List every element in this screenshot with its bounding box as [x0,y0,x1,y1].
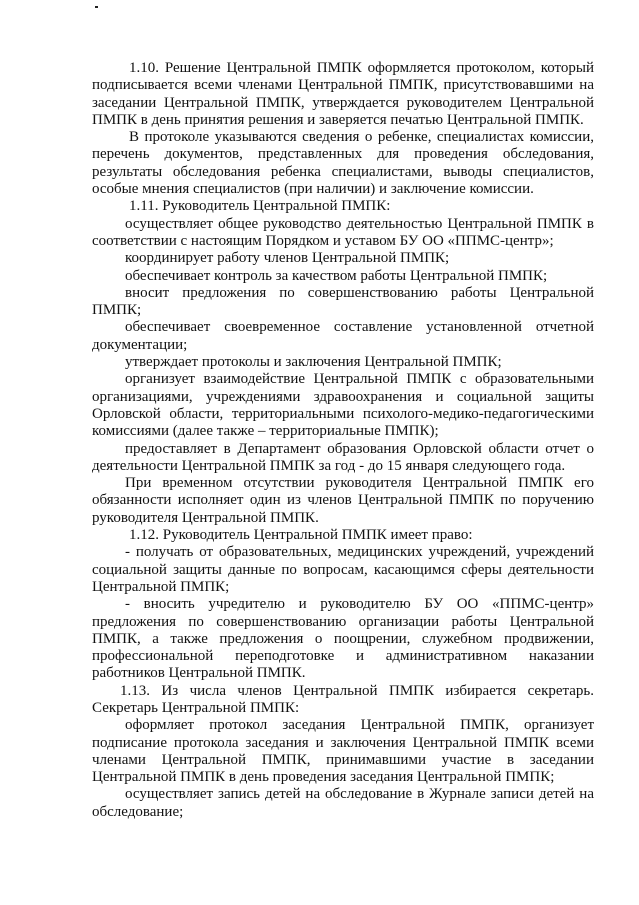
section-heading-1-11: 1.11. Руководитель Центральной ПМПК: [129,198,391,215]
list-item-secretary-registration: осуществляет запись детей на обследование в Журнале записи детей на обследование; [92,786,594,820]
list-item-interaction: организует взаимодействие Центральной ПМПК с образовательными организациями, учреждениями здравоохранения и социальной защиты Орловской области, территориальными психолого-медико-педагогическими комиссиями (далее также – территориальные ПМПК); [92,371,594,440]
paragraph-temporary-absence: При временном отсутствии руководителя Центральной ПМПК его обязанности исполняет один из членов Центральной ПМПК по поручению руководителя Центральной ПМПК. [92,475,594,526]
list-item-general-management: осуществляет общее руководство деятельностью Центральной ПМПК в соответствии с настоящим Порядком и уставом БУ ОО «ППМС-центр»; [92,215,594,249]
list-item-annual-report: предоставляет в Департамент образования Орловской области отчет о деятельности Центральной ПМПК за год - до 15 января следующего года. [92,440,594,474]
scan-speck [95,6,98,8]
list-item-right-receive-data: - получать от образовательных, медицинских учреждений, учреждений социальной защиты данные по вопросам, касающимся сферы деятельности Центральной ПМПК; [92,544,594,595]
paragraph-1-13: 1.13. Из числа членов Центральной ПМПК избирается секретарь. Секретарь Центральной ПМПК: [92,682,594,716]
list-item-quality-control: обеспечивает контроль за качеством работы Центральной ПМПК; [125,267,548,284]
paragraph-1-10: 1.10. Решение Центральной ПМПК оформляется протоколом, который подписывается всеми членами Центральной ПМПК, присутствовавшими на заседании Центральной ПМПК, утверждается руководителем Центральной ПМПК в день принятия решения и заверяется печатью Центральной ПМПК. [92,60,594,128]
section-heading-1-12: 1.12. Руководитель Центральной ПМПК имеет право: [129,527,473,544]
list-item-proposals: вносит предложения по совершенствованию работы Центральной ПМПК; [92,284,594,319]
list-item-secretary-protocol: оформляет протокол заседания Центральной ПМПК, организует подписание протокола заседания и заключения Центральной ПМПК всеми членами Центральной ПМПК, принимавшими участие в заседании Центральной ПМПК в день проведения заседания Центральной ПМПК; [92,717,594,786]
paragraph-protocol-contents: В протоколе указываются сведения о ребенке, специалистах комиссии, перечень документов, представленных для проведения обследования, результаты обследования ребенка специалистами, выводы специалистов, особые мнения специалистов (при наличии) и заключение комиссии. [92,129,594,198]
list-item-reporting: обеспечивает своевременное составление установленной отчетной документации; [92,319,594,353]
list-item-approval: утверждает протоколы и заключения Центральной ПМПК; [125,354,502,371]
list-item-right-proposals: - вносить учредителю и руководителю БУ ОО «ППМС-центр» предложения по совершенствованию организации работы Центральной ПМПК, а также предложения о поощрении, служебном продвижении, профессиональной переподготовке и административном наказании работников Центральной ПМПК. [92,596,594,682]
list-item-coordination: координирует работу членов Центральной ПМПК; [125,250,450,267]
document-body [92,60,594,821]
